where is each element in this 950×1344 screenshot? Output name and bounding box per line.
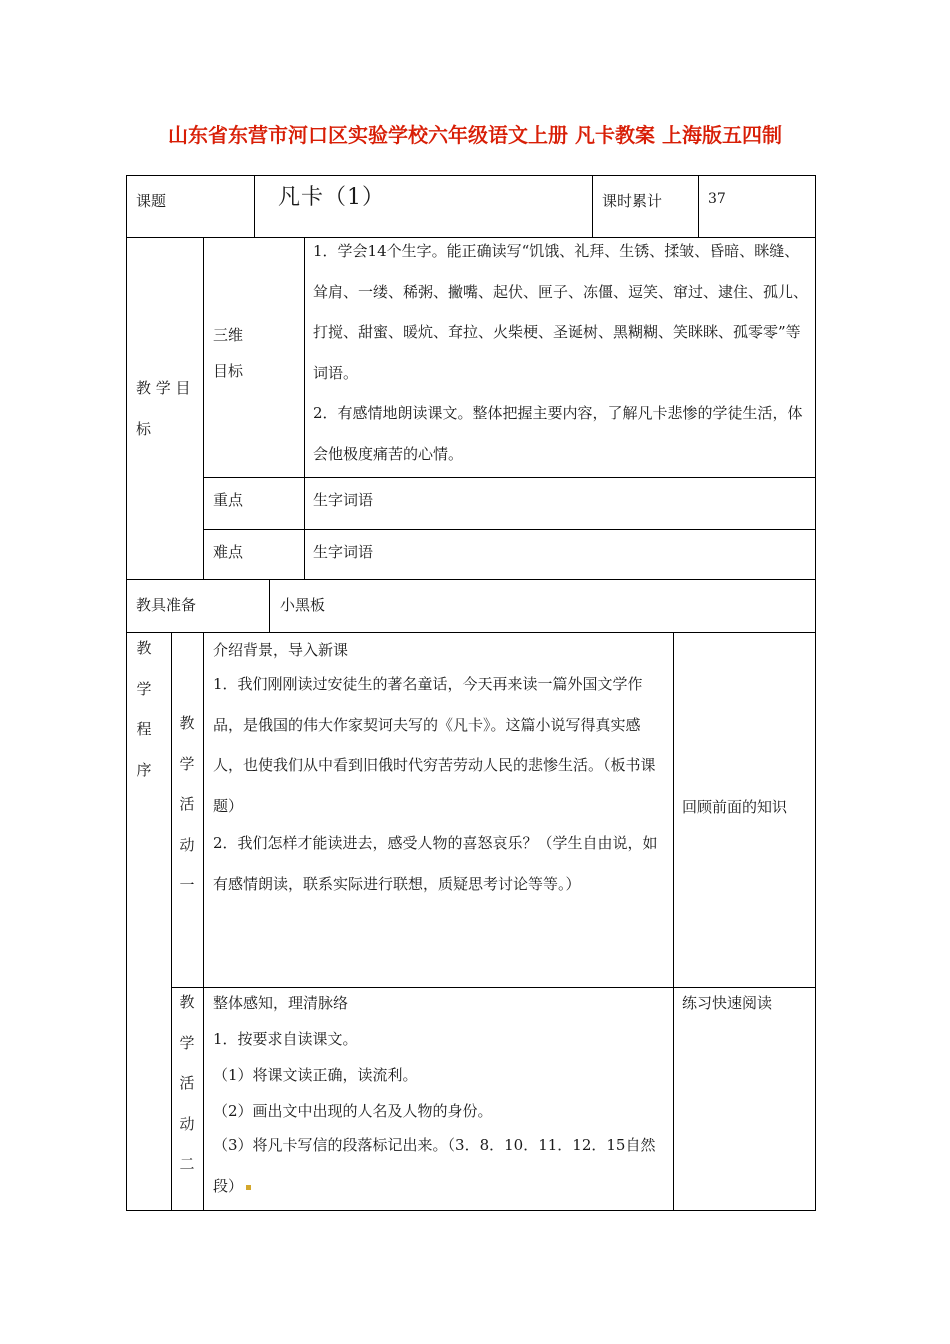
- row-divider: [126, 579, 816, 580]
- lesson-title: 凡卡（1）: [278, 185, 385, 210]
- activity2-heading: 整体感知，理清脉络: [213, 994, 349, 1012]
- tools-value: 小黑板: [280, 596, 326, 614]
- activity2-item-4: （3）将凡卡写信的段落标记出来。（3．8．10．11．12．15自然段）: [213, 1136, 656, 1195]
- three-dim-label-line2: 目标: [213, 362, 244, 380]
- document-title: 山东省东营市河口区实验学校六年级语文上册 凡卡教案 上海版五四制: [168, 123, 782, 147]
- col-divider: [698, 175, 699, 237]
- col-divider: [592, 175, 593, 237]
- col-divider: [254, 175, 255, 237]
- table-border-bottom: [126, 1210, 816, 1211]
- row-divider: [126, 632, 816, 633]
- tools-label: 教具准备: [136, 596, 197, 614]
- table-border-top: [126, 175, 816, 176]
- key-label: 重点: [213, 491, 244, 509]
- table-border-left: [126, 175, 127, 1211]
- hours-value: 37: [708, 191, 726, 207]
- activity2-note: 练习快速阅读: [682, 994, 773, 1012]
- goals-label: 教 学 目 标: [136, 379, 191, 438]
- goal-item-2: 2．有感情地朗读课文。整体把握主要内容，了解凡卡悲惨的学徒生活，体会他极度痛苦的心情。: [313, 404, 803, 463]
- hours-label: 课时累计: [602, 192, 663, 210]
- activity2-item-2: （1）将课文读正确，读流利。: [213, 1066, 418, 1084]
- activity1-item-1: 1．我们刚刚读过安徒生的著名童话，今天再来读一篇外国文学作品，是俄国的伟大作家契诃夫写的《凡卡》。这篇小说写得真实感人，也使我们从中看到旧俄时代穷苦劳动人民的悲惨生活。（板书课题）: [213, 675, 656, 815]
- activity2-label: 教 学 活 动 二: [179, 993, 195, 1173]
- row-divider: [203, 529, 816, 530]
- col-divider: [171, 632, 172, 1210]
- highlight-mark: [246, 1185, 251, 1190]
- activity1-item-2: 2．我们怎样才能读进去，感受人物的喜怒哀乐？（学生自由说，如有感情朗读，联系实际进行联想，质疑思考讨论等等。）: [213, 834, 658, 893]
- activity1-note: 回顾前面的知识: [682, 798, 788, 816]
- hard-label: 难点: [213, 543, 244, 561]
- key-value: 生字词语: [313, 491, 374, 509]
- hard-value: 生字词语: [313, 543, 374, 561]
- activity2-item-1: 1．按要求自读课文。: [213, 1030, 358, 1048]
- col-divider: [203, 237, 204, 579]
- activity1-label: 教 学 活 动 一: [179, 714, 195, 894]
- row-divider: [171, 987, 816, 988]
- col-divider: [203, 632, 204, 1210]
- col-divider: [269, 579, 270, 632]
- activity2-item-4-wrap: [213, 1125, 665, 1207]
- activity2-item-3: （2）画出文中出现的人名及人物的身份。: [213, 1102, 493, 1120]
- activity1-heading: 介绍背景，导入新课: [213, 641, 349, 659]
- col-divider: [673, 632, 674, 1210]
- goal-item-1: 1．学会14个生字。能正确读写“饥饿、礼拜、生锈、揉皱、昏暗、眯缝、耸肩、一缕、稀粥、撇嘴、起伏、匣子、冻僵、逗笑、窜过、逮住、孤儿、打搅、甜蜜、暖炕、耷拉、火柴梗、圣诞树、黑糊糊、笑眯眯、孤零零”等词语。: [313, 242, 809, 382]
- col-divider: [304, 237, 305, 579]
- lesson-label: 课题: [136, 192, 167, 210]
- procedure-label: 教 学 程 序: [136, 639, 152, 779]
- three-dim-label-line1: 三维: [213, 326, 244, 344]
- table-border-right: [815, 175, 816, 1211]
- row-divider: [203, 477, 816, 478]
